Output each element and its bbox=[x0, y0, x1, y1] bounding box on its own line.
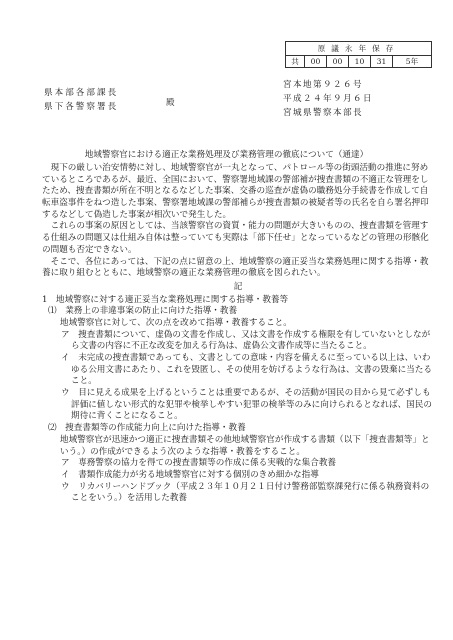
list-item: ウ リカバリーハンドブック（平成２３年１０月２１日付け警務部監察課発行に係る執務資料のことをいう。）を活用した教養 bbox=[61, 481, 430, 504]
stamp-cell: 共 bbox=[286, 56, 305, 67]
document-title: 地域警察官における適正な業務処理及び業務管理の徹底について（通達） bbox=[84, 150, 369, 160]
document-body bbox=[42, 163, 434, 505]
subsection-heading: ⑵ 捜査書類等の作成能力向上に向けた指導・教養 bbox=[48, 423, 246, 434]
addressee-line: 県下各警察署長 bbox=[44, 102, 119, 112]
body-paragraph: これらの事案の原因としては、当該警察官の資質・能力の問題が大きいものの、捜査書類を管理する仕組みの問題又は仕組み自体は整っていても実際は「部下任せ」となっているなどの管理の形骸化の問題も否定できない。 bbox=[42, 221, 429, 255]
stamp-cell: 31 bbox=[371, 56, 393, 67]
subsection-heading: ⑴ 業務上の非違事案の防止に向けた指導・教養 bbox=[48, 306, 238, 317]
list-item: イ 書類作成能力が劣る地域警察官に対する個別のきめ細かな指導 bbox=[61, 469, 319, 480]
list-item: ア 専務警察の協力を得ての捜査書類等の作成に係る実戦的な集合教養 bbox=[61, 458, 337, 469]
stamp-cell: 00 bbox=[327, 56, 349, 67]
subsection-intro: 地域警察官が迅速かつ適正に捜査書類その他地域警察官が作成する書類（以下「捜査書類等」という。）の作成ができるよう次のような指導・教養をすること。 bbox=[60, 434, 430, 457]
section-heading: 1 地域警察に対する適正妥当な業務処理に関する指導・教養等 bbox=[42, 294, 289, 305]
section-1 bbox=[42, 295, 434, 505]
stamp-cell: 5年 bbox=[405, 57, 419, 66]
document-number: 宮本地第９２６号 bbox=[283, 80, 363, 90]
stamp-code-row bbox=[286, 56, 431, 67]
subsection-intro: 地域警察官に対して、次の点を改めて指導・教養すること。 bbox=[60, 317, 292, 328]
stamp-title: 原議永年保存 bbox=[286, 42, 431, 56]
addressee-line: 県本部各部課長 bbox=[44, 88, 119, 98]
sender-block bbox=[283, 78, 373, 120]
stamp-cell: 10 bbox=[349, 56, 371, 67]
list-item: ア 捜査書類について、虚偽の文書を作成し、又は文書を作成する権限を有していないとしながら文書の内容に不正な改変を加える行為は、虚偽公文書作成等に当たること。 bbox=[61, 329, 431, 352]
list-item: イ 未完成の捜査書類であっても、文書としての意味・内容を備えるに至っている以上は、いわゆる公用文書にあたり、これを毀匿し、その使用を妨げるような行為は、文書の毀棄に当たること。 bbox=[61, 353, 432, 387]
body-paragraph: 現下の厳しい治安情勢に対し、地域警察官が一丸となって、パトロール等の街頭活動の推進に努めているところであるが、最近、全国において、警察署地域課の警部補が捜査書類の不適正な管理をしたため、捜査書類が所在不明となるなどした事案、交番の巡査が虚偽の職務処分手続書を作成して自転車盗事件をねつ造した事案、警察署地域課の警部補らが捜査書類の被疑者等の氏名を自ら署名押印するなどして偽造した事案が相次いで発生した。 bbox=[42, 163, 429, 220]
sender-name: 宮城県警察本部長 bbox=[283, 108, 363, 118]
stamp-cell: 00 bbox=[305, 56, 327, 67]
addressee-block bbox=[44, 86, 118, 114]
list-item: ウ 目に見える成果を上げるということは重要であるが、その活動が国民の目から見て必ずしも評価に値しない形式的な犯罪や検挙しやすい犯罪の検挙等のみに向けられるとなれば、国民の期待に背くことになること。 bbox=[61, 388, 432, 422]
retention-stamp bbox=[285, 41, 432, 68]
body-paragraph: そこで、各位にあっては、下記の点に留意の上、地域警察の適正妥当な業務処理に関する指導・教養に取り組むとともに、地域警察の適正な業務管理の徹底を図られたい。 bbox=[42, 256, 429, 279]
ki-marker: 記 bbox=[233, 281, 243, 292]
document-date: 平成２４年９月６日 bbox=[283, 94, 373, 104]
addressee-honorific: 殿 bbox=[166, 98, 175, 108]
